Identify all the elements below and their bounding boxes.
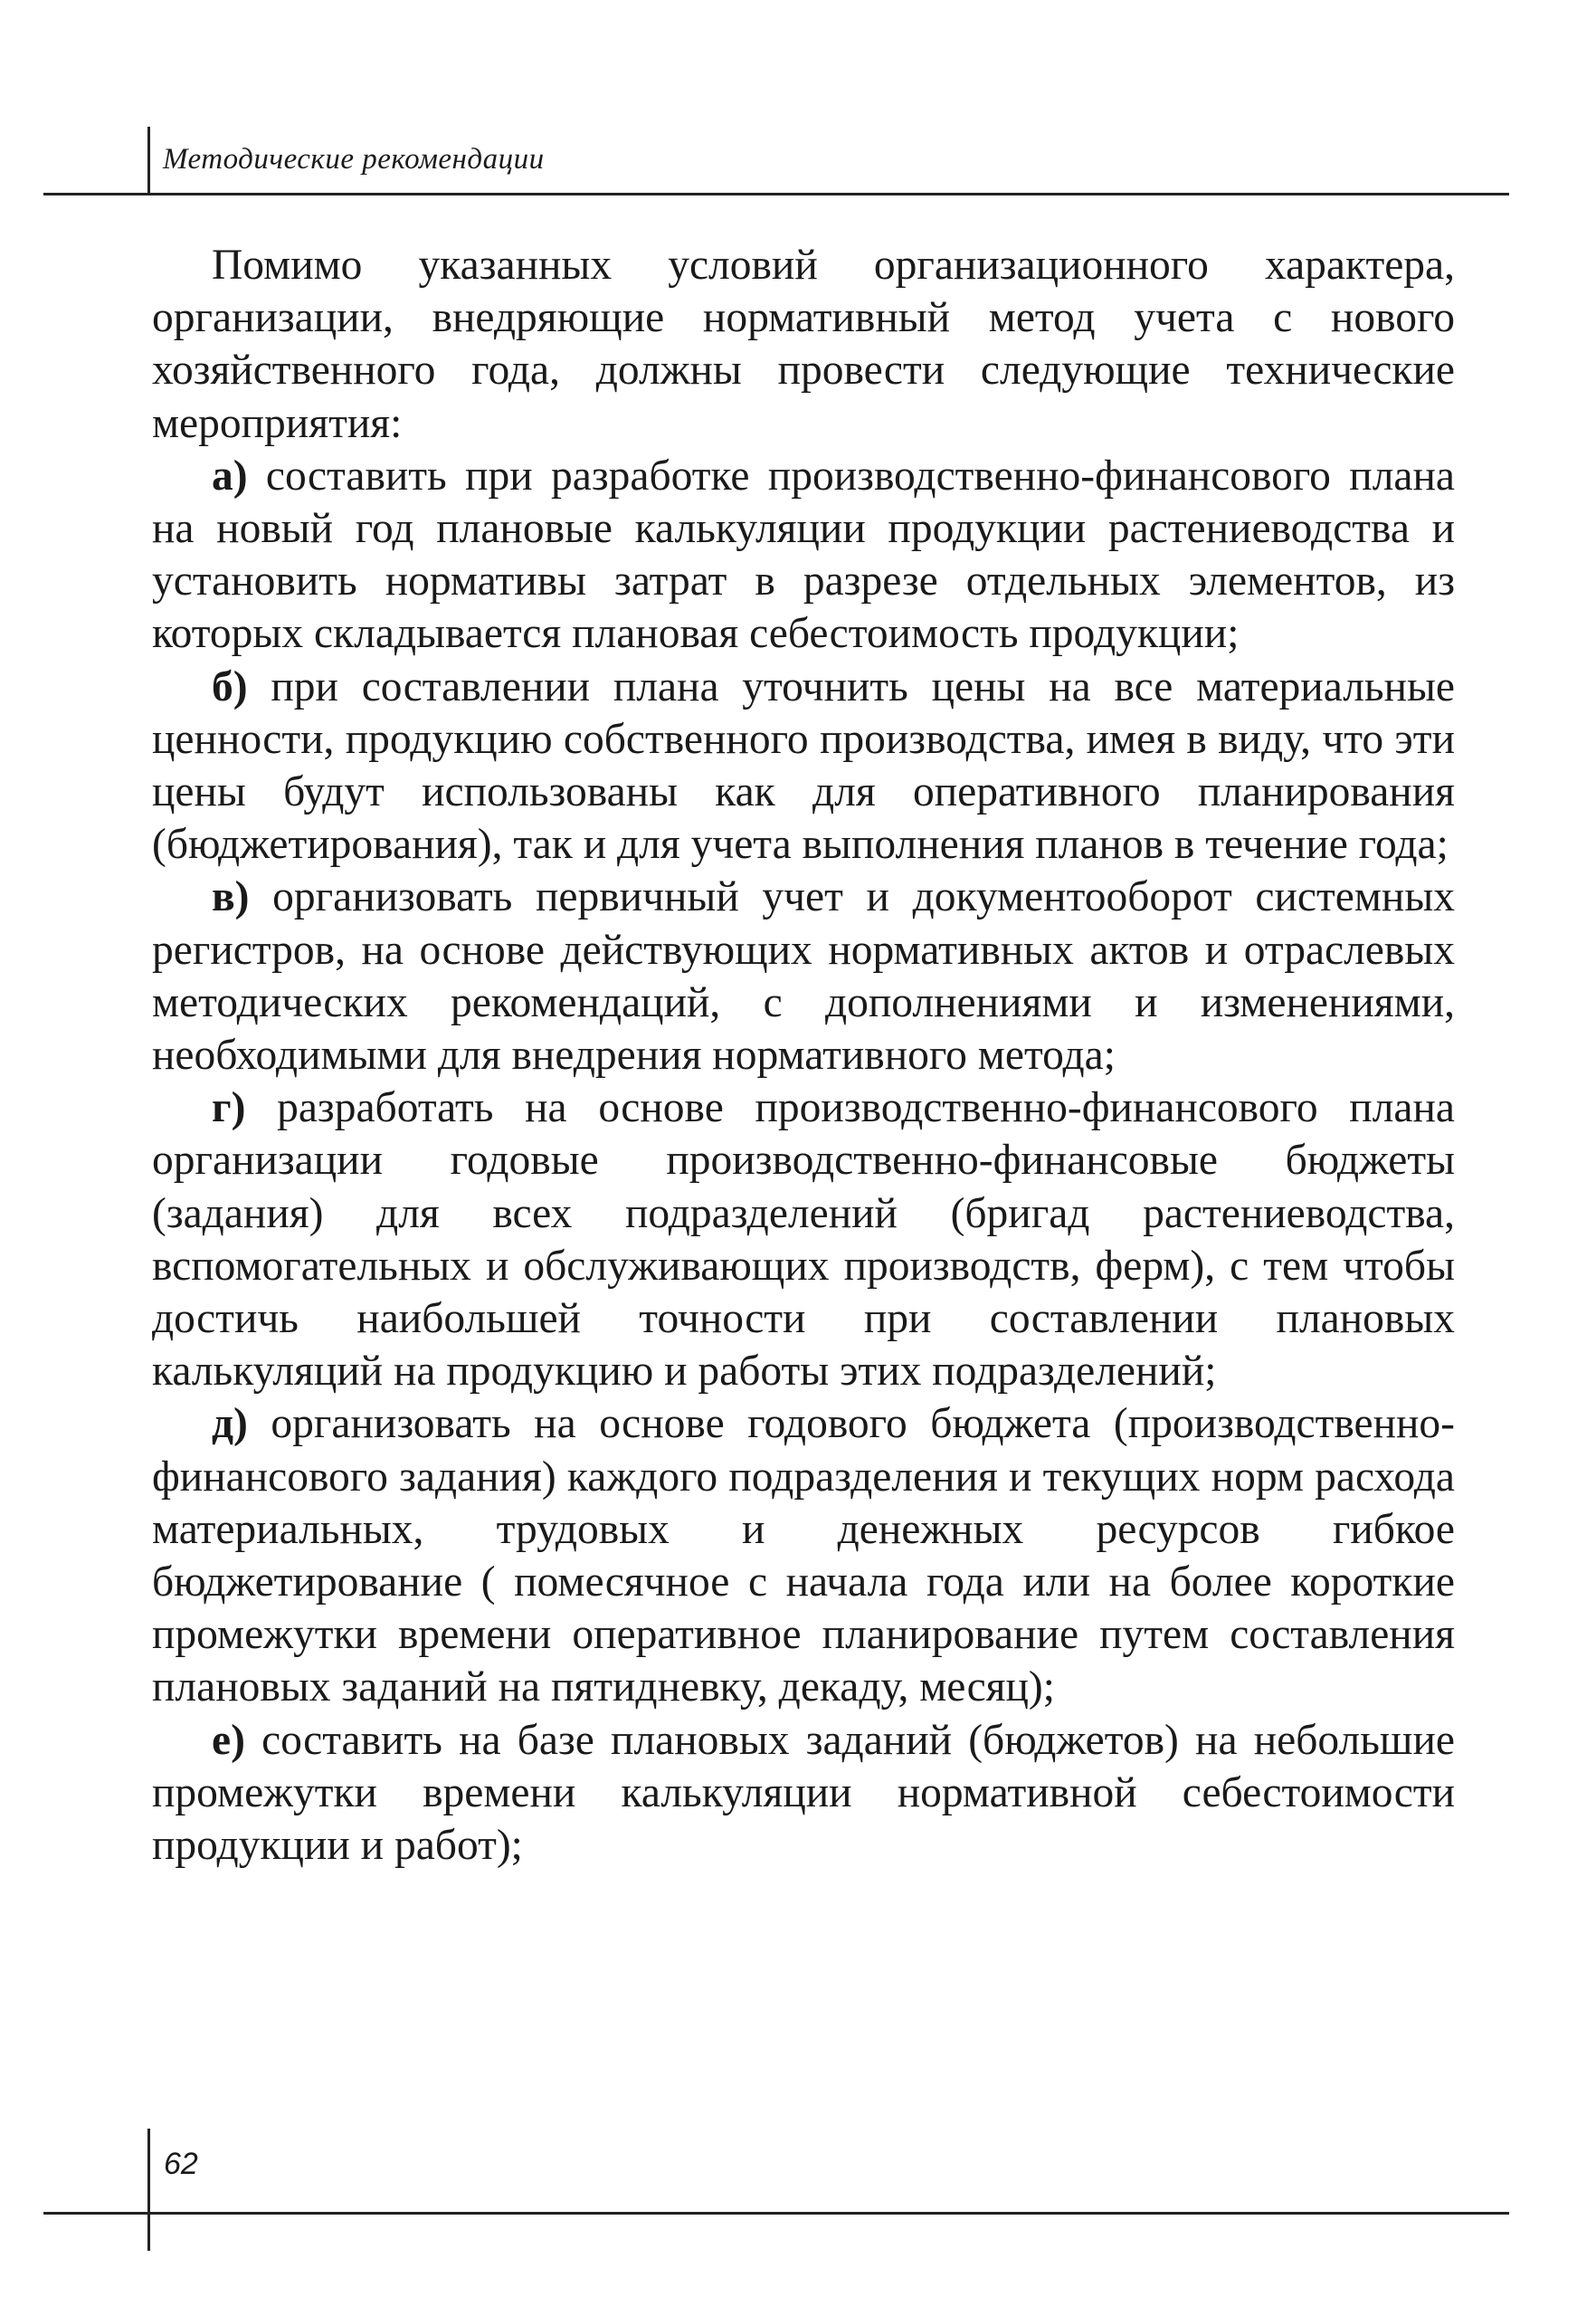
list-item-text: организовать на основе годового бюджета (производственно-финансового задания) каждого подразделения и текущих норм расхода материальных, трудовых и денежных ресурсов гибкое бюджетирование ( помесячное с начала года или на более короткие промежутки времени оперативное планирование путем составления плановых заданий на пятидневку, декаду, месяц); bbox=[152, 1400, 1455, 1711]
page-number: 62 bbox=[164, 2147, 198, 2181]
header-vertical-rule bbox=[147, 127, 150, 195]
list-marker: д) bbox=[212, 1400, 248, 1448]
list-marker: г) bbox=[212, 1084, 246, 1132]
footer-horizontal-rule bbox=[43, 2212, 1509, 2215]
footer-vertical-rule bbox=[147, 2129, 150, 2251]
list-item-text: при составлении плана уточнить цены на все материальные ценности, продукцию собственного производства, имея в виду, что эти цены будут использованы как для оперативного планирования (бюджетирования), так и для учета выполнения планов в течение года; bbox=[152, 662, 1455, 869]
list-item-e bbox=[152, 1714, 1455, 1872]
list-item-text: организовать первичный учет и документооборот системных регистров, на основе действующих нормативных актов и отраслевых методических рекомендаций, с дополнениями и изменениями, необходимыми для внедрения нормативного метода; bbox=[152, 873, 1455, 1080]
list-marker: в) bbox=[212, 873, 250, 921]
list-item-text: составить при разработке производственно-финансового плана на новый год плановые калькуляции продукции растениеводства и установить нормативы затрат в разрезе отдельных элементов, из которых складывается плановая себестоимость продукции; bbox=[152, 452, 1455, 658]
list-marker: а) bbox=[212, 452, 248, 500]
list-marker: е) bbox=[212, 1716, 245, 1764]
list-item-text: составить на базе плановых заданий (бюджетов) на небольшие промежутки времени калькуляции нормативной себестоимости продукции и работ); bbox=[152, 1716, 1455, 1870]
running-title: Методические рекомендации bbox=[163, 143, 545, 176]
list-item-d bbox=[152, 1397, 1455, 1713]
page-body bbox=[152, 239, 1455, 1872]
list-item-text: разработать на основе производственно-финансового плана организации годовые производственно-финансовые бюджеты (задания) для всех подразделений (бригад растениеводства, вспомогательных и обслуживающих производств, ферм), с тем чтобы достичь наибольшей точности при составлении плановых калькуляций на продукцию и работы этих подразделений; bbox=[152, 1084, 1455, 1396]
list-marker: б) bbox=[212, 662, 248, 710]
list-item-g bbox=[152, 1082, 1455, 1397]
list-item-a bbox=[152, 450, 1455, 661]
intro-paragraph: Помимо указанных условий организационного характера, организации, внедряющие нормативный метод учета с нового хозяйственного года, должны провести следующие технические мероприятия: bbox=[152, 242, 1455, 447]
list-item-v bbox=[152, 871, 1455, 1082]
list-item-b bbox=[152, 661, 1455, 872]
header-horizontal-rule bbox=[43, 193, 1509, 195]
